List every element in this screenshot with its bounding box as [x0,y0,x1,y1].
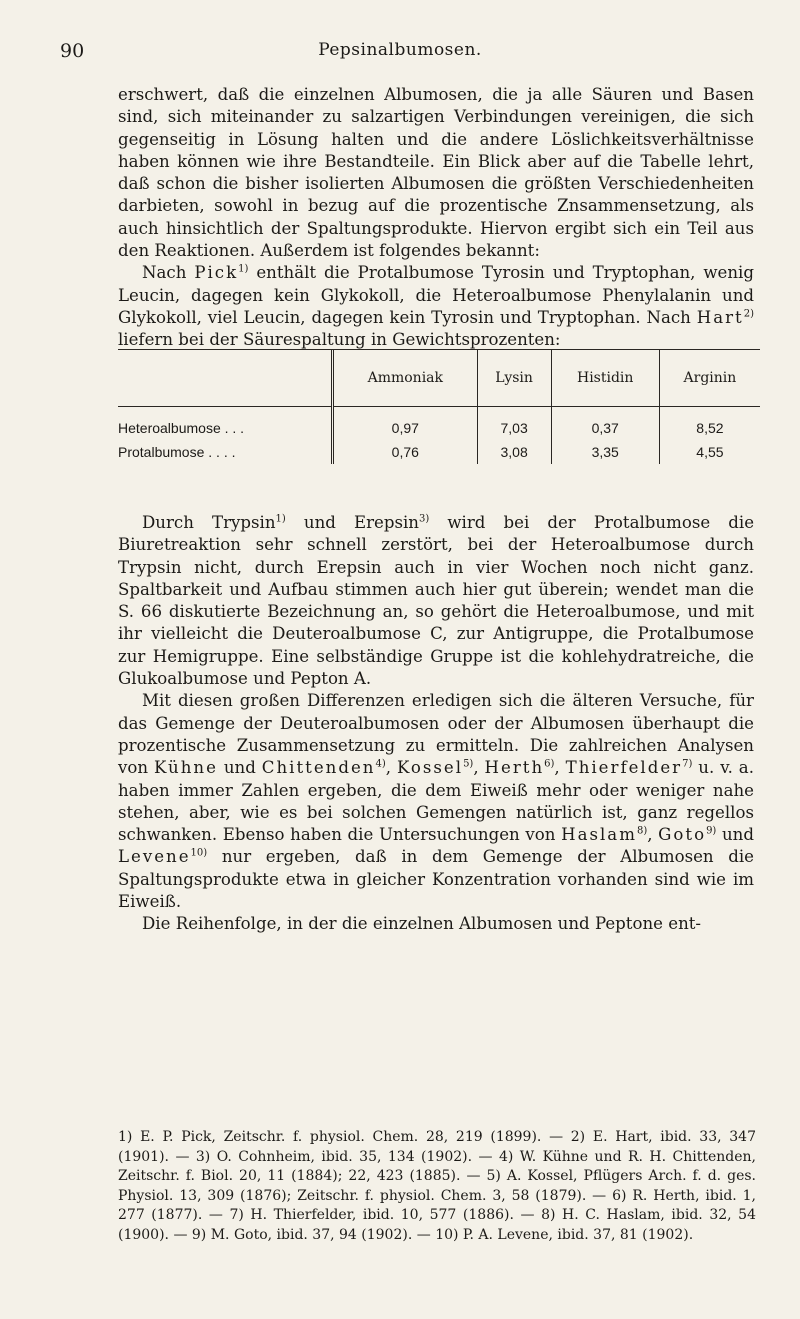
table-header-row [118,350,760,407]
row-label: Heteroalbumose . . . [118,420,245,436]
footnote-ref: 9) [706,825,717,837]
table-cell: 0,97 [333,407,478,441]
footnote-ref: 6) [544,758,555,770]
paragraph-3: Durch Trypsin$^{1)}$ und Erepsin$^{3)}$ wird bei der Protalbumose die Biuretreaktion sehr schnell zerstört, bei der Heteroalbumose durch Trypsin nicht, durch Erepsin auch in vier Wochen noch nicht ganz. Spaltbarkeit und Aufbau stimmen auch hier gut überein; wendet man die S. 66 diskutierte Bezeichnung an, so gehört die Heteroalbumose, und mit ihr vielleicht die Deuteroalbumose C, zur Antigruppe, die Protalbumose zur Hemigruppe. Eine selbständige Gruppe ist die kohlehydratreiche, die Glukoalbumose und Pepton A. [118,513,755,689]
footnote-ref: 7) [682,758,693,770]
table-cell: 7,03 [477,407,551,441]
table-cell: 3,35 [551,440,659,464]
table-cell: 0,37 [551,407,659,441]
paragraph-5: Die Reihenfolge, in der die einzelnen Albumosen und Peptone ent- [142,914,702,934]
footnote-ref: 8) [636,825,648,837]
table-cell: 8,52 [659,407,760,441]
col-header-histidin: Histidin [551,350,659,407]
amino-acid-table [118,350,760,464]
footnote-ref: 10) [190,847,208,859]
author-name: Kossel [396,758,464,778]
running-title: Pepsinalbumosen. [318,40,482,60]
paragraph-2: Nach Pick$^{1)}$ enthält die Protalbumose Tyrosin und Tryptophan, wenig Leucin, dagegen kein Glykokoll, die Heteroalbumose Phenylalanin und Glykokoll, viel Leucin, dagegen kein Tyrosin und Tryptophan. Nach Hart$^{2)}$ liefern bei der Säurespaltung in Gewichtsprozenten: [118,263,754,350]
table-cell: 4,55 [659,440,760,464]
footnote-ref: 4) [375,758,386,770]
author-pick: Pick [194,263,239,283]
table-row [118,407,760,441]
author-name: Haslam [561,825,637,845]
footnote-ref: 1) [238,263,249,275]
table-row [118,440,760,464]
author-name: Goto [658,825,707,845]
paragraph-4: Mit diesen großen Differenzen erledigen sich die älteren Versuche, für das Gemenge der Deuteroalbumosen oder der Albumosen überhaupt die prozentische Zusammensetzung zu ermitteln. Die zahlreichen Analysen von Kühne und Chittenden$^{4)}$, Kossel$^{5)}$, Herth$^{6)}$, Thierfelder$^{7)}$ u. v. a. haben immer Zahlen ergeben, die dem Eiweiß mehr oder weniger nahe stehen, aber, wie es bei solchen Gemengen natürlich ist, ganz regellos schwanken. Ebenso haben die Untersuchungen von Haslam$^{8)}$, Goto$^{9)}$ und Levene$^{10)}$ nur ergeben, daß in dem Gemenge der Albumosen die Spaltungsprodukte etwa in gleicher Konzentration vorhanden sind wie im Eiweiß. [118,691,754,912]
footnote-ref: 1) [275,513,286,525]
body-text-upper [118,84,754,352]
author-name: Thierfelder [565,758,683,778]
table-corner-cell [118,350,333,407]
table-cell: 3,08 [477,440,551,464]
paragraph-1: erschwert, daß die einzelnen Albumosen, die ja alle Säuren und Basen sind, sich miteinander zu salzartigen Verbindungen vereinigen, die sich gegenseitig in Lösung halten und die andere Löslichkeitsverhältnisse haben können wie ihre Bestandteile. Ein Blick aber auf die Tabelle lehrt, daß schon die bisher isolierten Albumosen die größten Verschiedenheiten darbieten, sowohl in bezug auf die prozentische Znsammensetzung, als auch hinsichtlich der Spaltungsprodukte. Hiervon ergibt sich ein Teil aus den Reaktionen. Außerdem ist folgendes bekannt: [118,85,754,261]
footnote-ref: 3) [418,513,430,525]
page-number: 90 [60,40,85,62]
author-hart: Hart [696,307,744,327]
col-header-arginin: Arginin [659,350,760,407]
footnotes [118,1128,756,1246]
table-cell: 0,76 [333,440,478,464]
author-name: Levene [118,847,191,867]
footnote-ref: 2) [743,308,754,320]
author-name: Kühne [154,758,218,778]
col-header-lysin: Lysin [477,350,551,407]
row-label: Protalbumose . . . . [118,444,236,460]
author-name: Herth [484,758,545,778]
footnote-text: 1) E. P. Pick, Zeitschr. f. physiol. Chem. 28, 219 (1899). — 2) E. Hart, ibid. 33, 347 (1901). — 3) O. Cohnheim, ibid. 35, 134 (1902). — 4) W. Kühne und R. H. Chittenden, Zeitschr. f. Biol. 20, 11 (1884); 22, 423 (1885). — 5) A. Kossel, Pflügers Arch. f. d. ges. Physiol. 13, 309 (1876); Zeitschr. f. physiol. Chem. 3, 58 (1879). — 6) R. Herth, ibid. 1, 277 (1877). — 7) H. Thierfelder, ibid. 10, 577 (1886). — 8) H. C. Haslam, ibid. 32, 54 (1900). — 9) M. Goto, ibid. 37, 94 (1902). — 10) P. A. Levene, ibid. 37, 81 (1902). [118,1129,756,1243]
page-header [60,40,740,66]
body-text-lower [118,512,754,936]
author-name: Chittenden [261,758,376,778]
col-header-ammoniak: Ammoniak [333,350,478,407]
footnote-ref: 5) [463,758,474,770]
